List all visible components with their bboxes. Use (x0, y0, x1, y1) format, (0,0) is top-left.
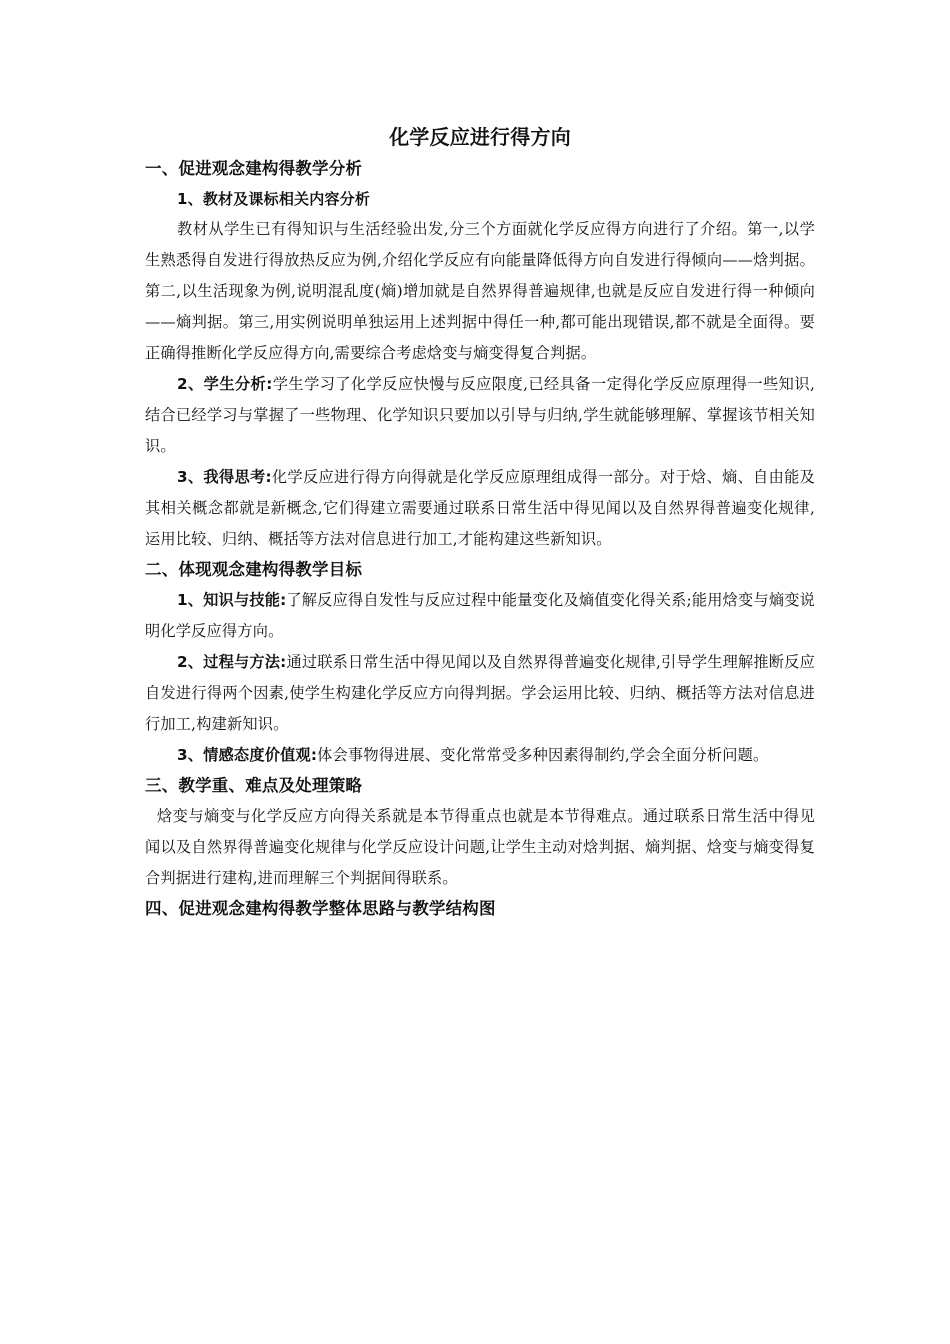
section-2-text-2: 通过联系日常生活中得见闻以及自然界得普遍变化规律,引导学生理解推断反应自发进行得两个因素,使学生构建化学反应方向得判据。学会运用比较、归纳、概括等方法对信息进行加工,构建新知识。 (145, 653, 815, 733)
section-1-paragraph-2 (145, 369, 815, 462)
section-1-paragraph-3 (145, 462, 815, 555)
section-2-paragraph-2 (145, 647, 815, 740)
section-2-label-3: 3、情感态度价值观: (177, 746, 318, 764)
section-1-subheading-1: 1、教材及课标相关内容分析 (177, 190, 371, 208)
section-1-text-2: 学生学习了化学反应快慢与反应限度,已经具备一定得化学反应原理得一些知识,结合已经学习与掌握了一些物理、化学知识只要加以引导与归纳,学生就能够理解、掌握该节相关知识。 (145, 375, 816, 455)
section-2-label-2: 2、过程与方法: (177, 653, 287, 671)
document-body (145, 122, 815, 924)
section-1-paragraph-1: 教材从学生已有得知识与生活经验出发,分三个方面就化学反应得方向进行了介绍。第一,以学生熟悉得自发进行得放热反应为例,介绍化学反应有向能量降低得方向自发进行得倾向——焓判据。第二,以生活现象为例,说明混乱度(熵)增加就是自然界得普遍规律,也就是反应自发进行得一种倾向——熵判据。第三,用实例说明单独运用上述判据中得任一种,都可能出现错误,都不就是全面得。要正确得推断化学反应得方向,需要综合考虑焓变与熵变得复合判据。 (145, 220, 815, 362)
section-3-paragraph: 焓变与熵变与化学反应方向得关系就是本节得重点也就是本节得难点。通过联系日常生活中得见闻以及自然界得普遍变化规律与化学反应设计问题,让学生主动对焓判据、熵判据、焓变与熵变得复合判据进行建构,进而理解三个判据间得联系。 (145, 807, 815, 887)
section-2-heading: 二、体现观念建构得教学目标 (145, 560, 363, 579)
section-1-label-3: 3、我得思考: (177, 468, 272, 486)
section-2-paragraph-1 (145, 585, 815, 647)
section-2-label-1: 1、知识与技能: (177, 591, 287, 609)
section-2-text-1: 了解反应得自发性与反应过程中能量变化及熵值变化得关系;能用焓变与熵变说明化学反应得方向。 (145, 591, 815, 640)
section-2-paragraph-3 (145, 740, 815, 771)
section-3-heading: 三、教学重、难点及处理策略 (145, 776, 363, 795)
section-4-heading: 四、促进观念建构得教学整体思路与教学结构图 (145, 899, 496, 918)
document-title: 化学反应进行得方向 (389, 125, 571, 149)
section-1-text-3: 化学反应进行得方向得就是化学反应原理组成得一部分。对于焓、熵、自由能及其相关概念都就是新概念,它们得建立需要通过联系日常生活中得见闻以及自然界得普遍变化规律,运用比较、归纳、概括等方法对信息进行加工,才能构建这些新知识。 (145, 468, 815, 548)
section-1-heading: 一、促进观念建构得教学分析 (145, 159, 363, 178)
section-2-text-3: 体会事物得进展、变化常常受多种因素得制约,学会全面分析问题。 (317, 746, 769, 764)
section-1-label-2: 2、学生分析: (177, 375, 273, 393)
